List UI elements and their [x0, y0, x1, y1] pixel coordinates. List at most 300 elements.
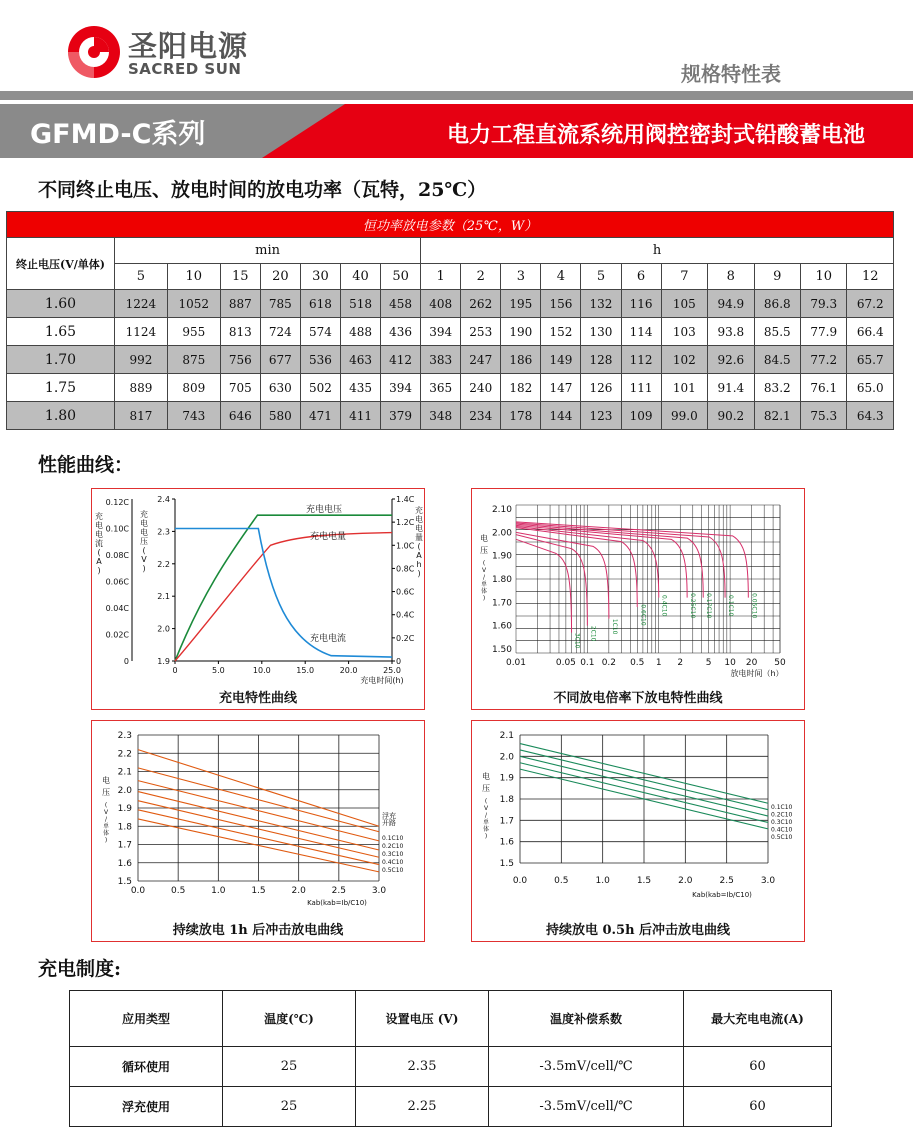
- capacity-axis-label: (: [417, 542, 421, 551]
- power-cell: 411: [340, 402, 380, 430]
- end-voltage-header: 终止电压(V/单体): [7, 238, 115, 290]
- header-divider: [0, 91, 913, 100]
- power-cell: 99.0: [661, 402, 707, 430]
- rate-label: 0.1C10: [727, 594, 735, 617]
- power-cell: 93.8: [708, 318, 754, 346]
- power-cell: 132: [581, 290, 621, 318]
- column-header: 30: [300, 264, 340, 290]
- voltage-axis-label: 单: [480, 581, 488, 588]
- power-cell: 817: [115, 402, 168, 430]
- voltage-axis-label: 压: [140, 537, 148, 546]
- voltage-tick: 1.80: [491, 575, 512, 585]
- time-tick: 25.0: [383, 666, 401, 675]
- rate-label: 0.4C10: [660, 594, 668, 617]
- voltage-axis-label: /: [482, 574, 486, 581]
- power-cell: 408: [421, 290, 461, 318]
- rate-label: 0.05C10: [750, 593, 758, 619]
- current-tick: 0.04C: [105, 604, 129, 613]
- power-cell: 630: [260, 374, 300, 402]
- current-tick: 0: [123, 657, 129, 666]
- power-cell: 435: [340, 374, 380, 402]
- power-cell: 92.6: [708, 346, 754, 374]
- charge-cell: -3.5mV/cell/℃: [489, 1087, 684, 1127]
- power-cell: 618: [300, 290, 340, 318]
- power-cell: 646: [220, 402, 260, 430]
- voltage-axis-label: V: [141, 555, 147, 564]
- capacity-curve: [175, 533, 392, 661]
- impulse-05h-chart: [471, 720, 805, 942]
- voltage-axis-label: 电: [482, 772, 490, 781]
- rate-label: 0.25C10: [689, 593, 697, 619]
- power-cell: 75.3: [801, 402, 847, 430]
- voltage-tick: 1.9: [117, 804, 132, 814]
- voltage-axis-label: ): [142, 564, 146, 573]
- charge-table: [69, 990, 832, 1127]
- voltage-axis-label: 压: [482, 784, 490, 793]
- kab-tick: 1.5: [251, 886, 266, 896]
- time-tick: 20.0: [339, 666, 358, 675]
- rate-label: 1C10: [610, 618, 618, 635]
- power-cell: 156: [541, 290, 581, 318]
- charge-cell: 60: [684, 1087, 832, 1127]
- power-cell: 488: [340, 318, 380, 346]
- power-cell: 463: [340, 346, 380, 374]
- power-cell: 724: [260, 318, 300, 346]
- power-cell: 253: [461, 318, 501, 346]
- time-tick: 15.0: [296, 666, 315, 675]
- legend-label: 0.1C10: [382, 835, 404, 842]
- time-tick: 5: [705, 658, 712, 668]
- column-header: 8: [708, 264, 754, 290]
- voltage-tick: 1.60: [491, 621, 512, 632]
- power-cell: 875: [167, 346, 220, 374]
- power-cell: 809: [167, 374, 220, 402]
- voltage-axis-label: (: [142, 546, 146, 555]
- power-cell: 1124: [115, 318, 168, 346]
- power-cell: 77.2: [801, 346, 847, 374]
- power-cell: 105: [661, 290, 707, 318]
- time-tick: 0.1: [580, 658, 595, 668]
- time-tick: 0.2: [601, 658, 617, 668]
- charge-header-comp: 温度补偿系数: [489, 991, 684, 1047]
- power-cell: 66.4: [847, 318, 894, 346]
- capacity-axis-label: 电: [415, 524, 423, 533]
- time-tick: 0.05: [555, 658, 576, 668]
- voltage-tick: 2.3: [117, 731, 132, 741]
- power-cell: 574: [300, 318, 340, 346]
- chart-caption: 不同放电倍率下放电特性曲线: [553, 691, 723, 706]
- voltage-tick: 2.1: [157, 592, 170, 602]
- power-cell: 1224: [115, 290, 168, 318]
- column-header: 4: [541, 264, 581, 290]
- time-tick: 50: [774, 658, 786, 668]
- power-cell: 785: [260, 290, 300, 318]
- voltage-axis-label: 压: [480, 546, 488, 555]
- column-header: 20: [260, 264, 300, 290]
- end-voltage-cell: 1.70: [7, 346, 115, 374]
- voltage-tick: 1.5: [117, 877, 132, 887]
- voltage-tick: 1.8: [499, 795, 514, 805]
- time-tick: 20: [745, 658, 758, 668]
- column-header: 12: [847, 264, 894, 290]
- power-cell: 109: [621, 402, 661, 430]
- power-cell: 190: [501, 318, 541, 346]
- charge-header-type: 应用类型: [70, 991, 223, 1047]
- power-cell: 90.2: [708, 402, 754, 430]
- voltage-tick: 1.8: [117, 822, 132, 833]
- power-cell: 580: [260, 402, 300, 430]
- voltage-axis-label: 单: [102, 823, 110, 830]
- column-header: 10: [167, 264, 220, 290]
- table-row: [7, 402, 894, 430]
- column-header: 9: [754, 264, 800, 290]
- charge-cell: 60: [684, 1047, 832, 1087]
- charge-cell: 2.25: [356, 1087, 489, 1127]
- time-tick: 1: [655, 658, 662, 668]
- voltage-tick: 2.0: [157, 624, 170, 634]
- end-voltage-cell: 1.60: [7, 290, 115, 318]
- charge-cell: 2.35: [356, 1047, 489, 1087]
- legend-label: 0.3C10: [382, 851, 404, 858]
- voltage-curve: [175, 515, 392, 661]
- power-cell: 412: [381, 346, 421, 374]
- power-cell: 123: [581, 402, 621, 430]
- voltage-axis-label: (: [484, 798, 488, 805]
- power-cell: 101: [661, 374, 707, 402]
- charge-cell: 循环使用: [70, 1047, 223, 1087]
- power-cell: 394: [421, 318, 461, 346]
- voltage-tick: 1.70: [491, 598, 512, 609]
- voltage-tick: 2.1: [499, 731, 514, 741]
- power-cell: 677: [260, 346, 300, 374]
- power-cell: 116: [621, 290, 661, 318]
- power-cell: 471: [300, 402, 340, 430]
- column-header: 50: [381, 264, 421, 290]
- logo-chinese-name: 圣阳电源: [128, 29, 249, 63]
- discharge-curve: [516, 532, 609, 618]
- voltage-axis-label: 体: [102, 830, 110, 837]
- kab-tick: 0.0: [512, 876, 528, 886]
- power-cell: 889: [115, 374, 168, 402]
- voltage-tick: 2.1: [117, 767, 132, 778]
- kab-tick: 2.0: [678, 876, 693, 886]
- kab-tick: 2.5: [719, 876, 734, 886]
- power-cell: 247: [461, 346, 501, 374]
- current-axis-label: (: [97, 548, 101, 557]
- legend-label: 0.5C10: [771, 834, 793, 841]
- current-axis-label: 流: [95, 539, 103, 548]
- power-cell: 182: [501, 374, 541, 402]
- voltage-tick: 1.6: [117, 858, 132, 869]
- voltage-tick: 2.3: [157, 527, 170, 537]
- current-axis-label: A: [96, 557, 102, 566]
- column-header: 40: [340, 264, 380, 290]
- voltage-tick: 1.5: [499, 859, 514, 869]
- charge-header-current: 最大充电电流(A): [684, 991, 832, 1047]
- kab-tick: 3.0: [760, 876, 776, 886]
- power-cell: 186: [501, 346, 541, 374]
- charge-cell: 25: [223, 1087, 356, 1127]
- voltage-curve-label: 充电电压: [305, 505, 343, 515]
- power-cell: 102: [661, 346, 707, 374]
- chart-caption: 持续放电 0.5h 后冲击放电曲线: [545, 923, 731, 938]
- capacity-axis-label: h: [416, 560, 422, 569]
- power-cell: 83.2: [754, 374, 800, 402]
- charge-header-voltage: 设置电压 (V): [356, 991, 489, 1047]
- power-cell: 79.3: [801, 290, 847, 318]
- power-cell: 77.9: [801, 318, 847, 346]
- time-tick: 0: [172, 666, 178, 675]
- charge-cell: 25: [223, 1047, 356, 1087]
- voltage-axis-label: 压: [102, 788, 110, 797]
- power-cell: 705: [220, 374, 260, 402]
- current-tick: 0.06C: [105, 577, 129, 587]
- discharge-curve: [516, 524, 703, 598]
- column-header: 5: [115, 264, 168, 290]
- power-cell: 84.5: [754, 346, 800, 374]
- power-cell: 94.9: [708, 290, 754, 318]
- time-axis-label: 放电时间（h）: [730, 669, 784, 678]
- power-cell: 195: [501, 290, 541, 318]
- time-tick: 10: [724, 658, 736, 668]
- power-cell: 91.4: [708, 374, 754, 402]
- rate-label: 2C10: [589, 625, 597, 642]
- power-cell: 502: [300, 374, 340, 402]
- kab-tick: 2.0: [291, 886, 306, 896]
- voltage-axis-label: 体: [482, 826, 490, 833]
- power-cell: 65.0: [847, 374, 894, 402]
- voltage-tick: 2.2: [157, 559, 170, 569]
- legend-label: 开路: [382, 819, 396, 827]
- voltage-axis-label: (: [482, 560, 486, 567]
- voltage-axis-label: ): [104, 837, 108, 844]
- power-cell: 76.1: [801, 374, 847, 402]
- kab-tick: 1.0: [595, 876, 610, 886]
- power-cell: 240: [461, 374, 501, 402]
- time-tick: 2: [677, 658, 684, 668]
- current-tick: 0.08C: [105, 551, 129, 560]
- voltage-axis-label: 单: [482, 819, 490, 826]
- power-cell: 756: [220, 346, 260, 374]
- capacity-axis-label: 充: [415, 506, 423, 515]
- legend-label: 浮充: [382, 812, 396, 820]
- legend-label: 0.2C10: [771, 811, 793, 819]
- logo-english-name: SACRED SUN: [128, 60, 242, 78]
- kab-tick: 2.5: [331, 886, 346, 896]
- time-tick: 0.01: [505, 658, 527, 668]
- sun-logo-icon: [66, 22, 126, 82]
- capacity-tick: 1.4C: [396, 495, 415, 504]
- voltage-tick: 1.7: [499, 816, 514, 827]
- power-cell: 64.3: [847, 402, 894, 430]
- charge-cell: -3.5mV/cell/℃: [489, 1047, 684, 1087]
- current-axis-label: ): [97, 566, 101, 575]
- voltage-tick: 2.0: [117, 785, 132, 796]
- unit-min: min: [115, 238, 421, 264]
- column-header: 10: [801, 264, 847, 290]
- kab-tick: 3.0: [371, 886, 387, 896]
- voltage-tick: 1.90: [491, 551, 512, 562]
- power-cell: 152: [541, 318, 581, 346]
- time-tick: 5.0: [212, 666, 225, 675]
- kab-tick: 1.0: [211, 886, 226, 896]
- voltage-tick: 2.0: [499, 752, 514, 763]
- discharge-curve: [516, 539, 572, 632]
- power-cell: 458: [381, 290, 421, 318]
- power-cell: 887: [220, 290, 260, 318]
- power-cell: 955: [167, 318, 220, 346]
- voltage-axis-label: 电: [480, 534, 488, 543]
- voltage-tick: 2.2: [117, 749, 132, 760]
- power-cell: 383: [421, 346, 461, 374]
- end-voltage-cell: 1.75: [7, 374, 115, 402]
- current-tick: 0.12C: [105, 498, 129, 507]
- capacity-tick: 0: [396, 657, 402, 666]
- curves-heading: 性能曲线：: [38, 454, 134, 476]
- voltage-axis-label: V: [103, 809, 109, 816]
- power-cell: 147: [541, 374, 581, 402]
- voltage-axis-label: 电: [140, 528, 148, 537]
- power-cell: 130: [581, 318, 621, 346]
- power-cell: 149: [541, 346, 581, 374]
- table-row: [7, 374, 894, 402]
- current-axis-label: 充: [95, 512, 103, 521]
- table-row: [7, 346, 894, 374]
- power-cell: 365: [421, 374, 461, 402]
- capacity-tick: 1.2C: [396, 518, 415, 528]
- power-cell: 111: [621, 374, 661, 402]
- voltage-axis-label: 电: [140, 519, 148, 528]
- column-header: 2: [461, 264, 501, 290]
- power-cell: 67.2: [847, 290, 894, 318]
- document-title: 规格特性表: [681, 62, 781, 86]
- power-cell: 379: [381, 402, 421, 430]
- voltage-axis-label: 体: [480, 588, 488, 595]
- charge-header-temp: 温度(℃): [223, 991, 356, 1047]
- power-cell: 85.5: [754, 318, 800, 346]
- charge-cell: 浮充使用: [70, 1087, 223, 1127]
- product-name: 电力工程直流系统用阀控密封式铅酸蓄电池: [446, 123, 865, 148]
- kab-axis-label: Kab(kab=Ib/C10): [692, 891, 752, 899]
- discharge-curve: [516, 535, 587, 626]
- power-cell: 348: [421, 402, 461, 430]
- voltage-axis-label: 充: [140, 510, 148, 519]
- capacity-tick: 0.8C: [396, 564, 415, 574]
- power-cell: 394: [381, 374, 421, 402]
- legend-label: 0.1C10: [771, 804, 793, 811]
- voltage-tick: 1.9: [157, 657, 170, 666]
- end-voltage-cell: 1.80: [7, 402, 115, 430]
- voltage-tick: 2.10: [491, 505, 512, 515]
- current-curve-label: 充电电流: [309, 634, 347, 644]
- voltage-axis-label: ): [482, 595, 486, 602]
- rate-label: 3C10: [573, 632, 581, 649]
- current-tick: 0.10C: [105, 524, 129, 534]
- logo: [66, 22, 266, 82]
- voltage-axis-label: /: [104, 816, 108, 823]
- series-name: GFMD-C系列: [30, 119, 206, 150]
- capacity-tick: 0.6C: [396, 587, 415, 597]
- kab-tick: 0.0: [130, 886, 146, 896]
- power-table: [6, 211, 894, 430]
- table-row: [7, 290, 894, 318]
- legend-label: 0.4C10: [382, 859, 404, 866]
- power-cell: 992: [115, 346, 168, 374]
- end-voltage-cell: 1.65: [7, 318, 115, 346]
- power-cell: 82.1: [754, 402, 800, 430]
- capacity-curve-label: 充电电量: [309, 532, 347, 542]
- voltage-axis-label: (: [104, 802, 108, 809]
- voltage-axis-label: V: [483, 805, 489, 812]
- voltage-tick: 2.00: [491, 528, 512, 539]
- power-heading: 不同终止电压、放电时间的放电功率（瓦特，25℃）: [38, 179, 487, 201]
- power-cell: 103: [661, 318, 707, 346]
- power-cell: 536: [300, 346, 340, 374]
- power-cell: 743: [167, 402, 220, 430]
- voltage-axis-label: V: [481, 567, 487, 574]
- legend-label: 0.5C10: [382, 867, 404, 874]
- power-cell: 436: [381, 318, 421, 346]
- power-cell: 112: [621, 346, 661, 374]
- power-cell: 144: [541, 402, 581, 430]
- voltage-tick: 1.9: [499, 773, 514, 784]
- power-cell: 234: [461, 402, 501, 430]
- column-header: 7: [661, 264, 707, 290]
- time-axis-label: 充电时间(h): [360, 676, 404, 685]
- rate-label: 0.17C10: [705, 593, 713, 619]
- column-header: 3: [501, 264, 541, 290]
- legend-label: 0.4C10: [771, 826, 793, 834]
- legend-label: 0.2C10: [382, 843, 404, 850]
- kab-axis-label: Kab(kab=Ib/C10): [307, 899, 367, 907]
- current-tick: 0.02C: [105, 630, 129, 640]
- voltage-axis-label: ): [484, 833, 488, 840]
- impulse-1h-chart: [91, 720, 425, 942]
- discharge-curve-chart: [471, 488, 805, 710]
- capacity-tick: 0.2C: [396, 633, 415, 643]
- power-cell: 518: [340, 290, 380, 318]
- kab-tick: 1.5: [636, 876, 652, 886]
- capacity-axis-label: 量: [415, 533, 423, 542]
- capacity-axis-label: A: [416, 551, 422, 560]
- voltage-axis-label: /: [484, 812, 488, 819]
- capacity-tick: 1.0C: [396, 541, 415, 551]
- chart-caption: 充电特性曲线: [218, 691, 297, 706]
- capacity-tick: 0.4C: [396, 610, 415, 620]
- voltage-tick: 2.4: [157, 495, 170, 504]
- power-cell: 126: [581, 374, 621, 402]
- column-header: 6: [621, 264, 661, 290]
- capacity-axis-label: ): [417, 569, 421, 578]
- column-header: 1: [421, 264, 461, 290]
- voltage-tick: 1.7: [117, 840, 132, 851]
- power-cell: 65.7: [847, 346, 894, 374]
- table-row: [7, 318, 894, 346]
- voltage-tick: 1.50: [491, 645, 512, 655]
- power-cell: 262: [461, 290, 501, 318]
- chart-caption: 持续放电 1h 后冲击放电曲线: [172, 923, 344, 938]
- column-header: 5: [581, 264, 621, 290]
- power-cell: 128: [581, 346, 621, 374]
- time-tick: 10.0: [252, 666, 271, 675]
- charging-curve-chart: [91, 488, 425, 710]
- power-cell: 813: [220, 318, 260, 346]
- power-cell: 86.8: [754, 290, 800, 318]
- charge-heading: 充电制度:: [38, 958, 122, 980]
- power-cell: 1052: [167, 290, 220, 318]
- kab-tick: 0.5: [171, 886, 186, 896]
- capacity-axis-label: 电: [415, 515, 423, 524]
